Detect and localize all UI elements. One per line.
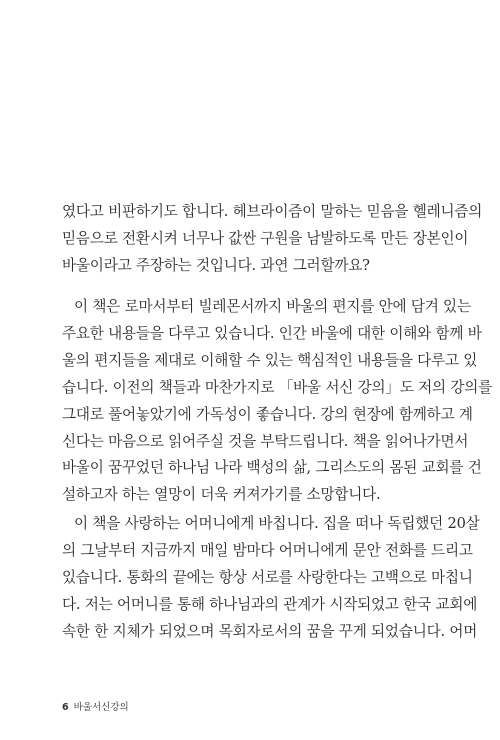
text-line: 이 책은 로마서부터 빌레몬서까지 바울의 편지를 안에 담겨 있는 [74,298,471,315]
page-number: 6 [62,702,69,713]
text-line: 이 책을 사랑하는 어머니에게 바칩니다. 집을 떠나 독립했던 20살 [74,515,480,532]
text-line: 바울이라고 주장하는 것입니다. 과연 그러할까요? [62,256,370,274]
text-line: 바울이 꿈꾸었던 하나님 나라 백성의 삶, 그리스도의 몸된 교회를 건 [62,459,482,477]
text-line: 그대로 풀어놓았기에 가독성이 좋습니다. 강의 현장에 함께하고 계 [62,405,473,423]
paragraph-dedication [62,511,480,646]
paragraph-book-intro [62,294,493,509]
text-line: 였다고 비판하기도 합니다. 헤브라이즘이 말하는 믿음을 헬레니즘의 [62,203,483,220]
text-line: 울의 편지들을 제대로 이해할 수 있는 핵심적인 내용들을 다루고 있 [62,351,478,369]
text-line: 설하고자 하는 열망이 더욱 커져가기를 소망합니다. [62,486,381,504]
text-line: 의 그날부터 지금까지 매일 밤마다 어머니에게 문안 전화를 드리고 [62,541,473,559]
text-line: 다. 저는 어머니를 통해 하나님과의 관계가 시작되었고 한국 교회에 [62,595,478,613]
page-footer [62,699,129,713]
paragraph-continuation [62,199,483,280]
running-title: 바울서신강의 [73,702,129,713]
text-line: 습니다. 이전의 책들과 마찬가지로 「바울 서신 강의」도 저의 강의를 [62,378,493,396]
text-line: 속한 한 지체가 되었으며 목회자로서의 꿈을 꾸게 되었습니다. 어머 [62,622,478,640]
text-line: 신다는 마음으로 읽어주실 것을 부탁드립니다. 책을 읽어나가면서 [62,432,469,450]
text-line: 주요한 내용들을 다루고 있습니다. 인간 바울에 대한 이해와 함께 바 [62,324,482,342]
text-line: 있습니다. 통화의 끝에는 항상 서로를 사랑한다는 고백으로 마칩니 [62,568,473,586]
text-line: 믿음으로 전환시켜 너무나 값싼 구원을 남발하도록 만든 장본인이 [62,229,469,247]
